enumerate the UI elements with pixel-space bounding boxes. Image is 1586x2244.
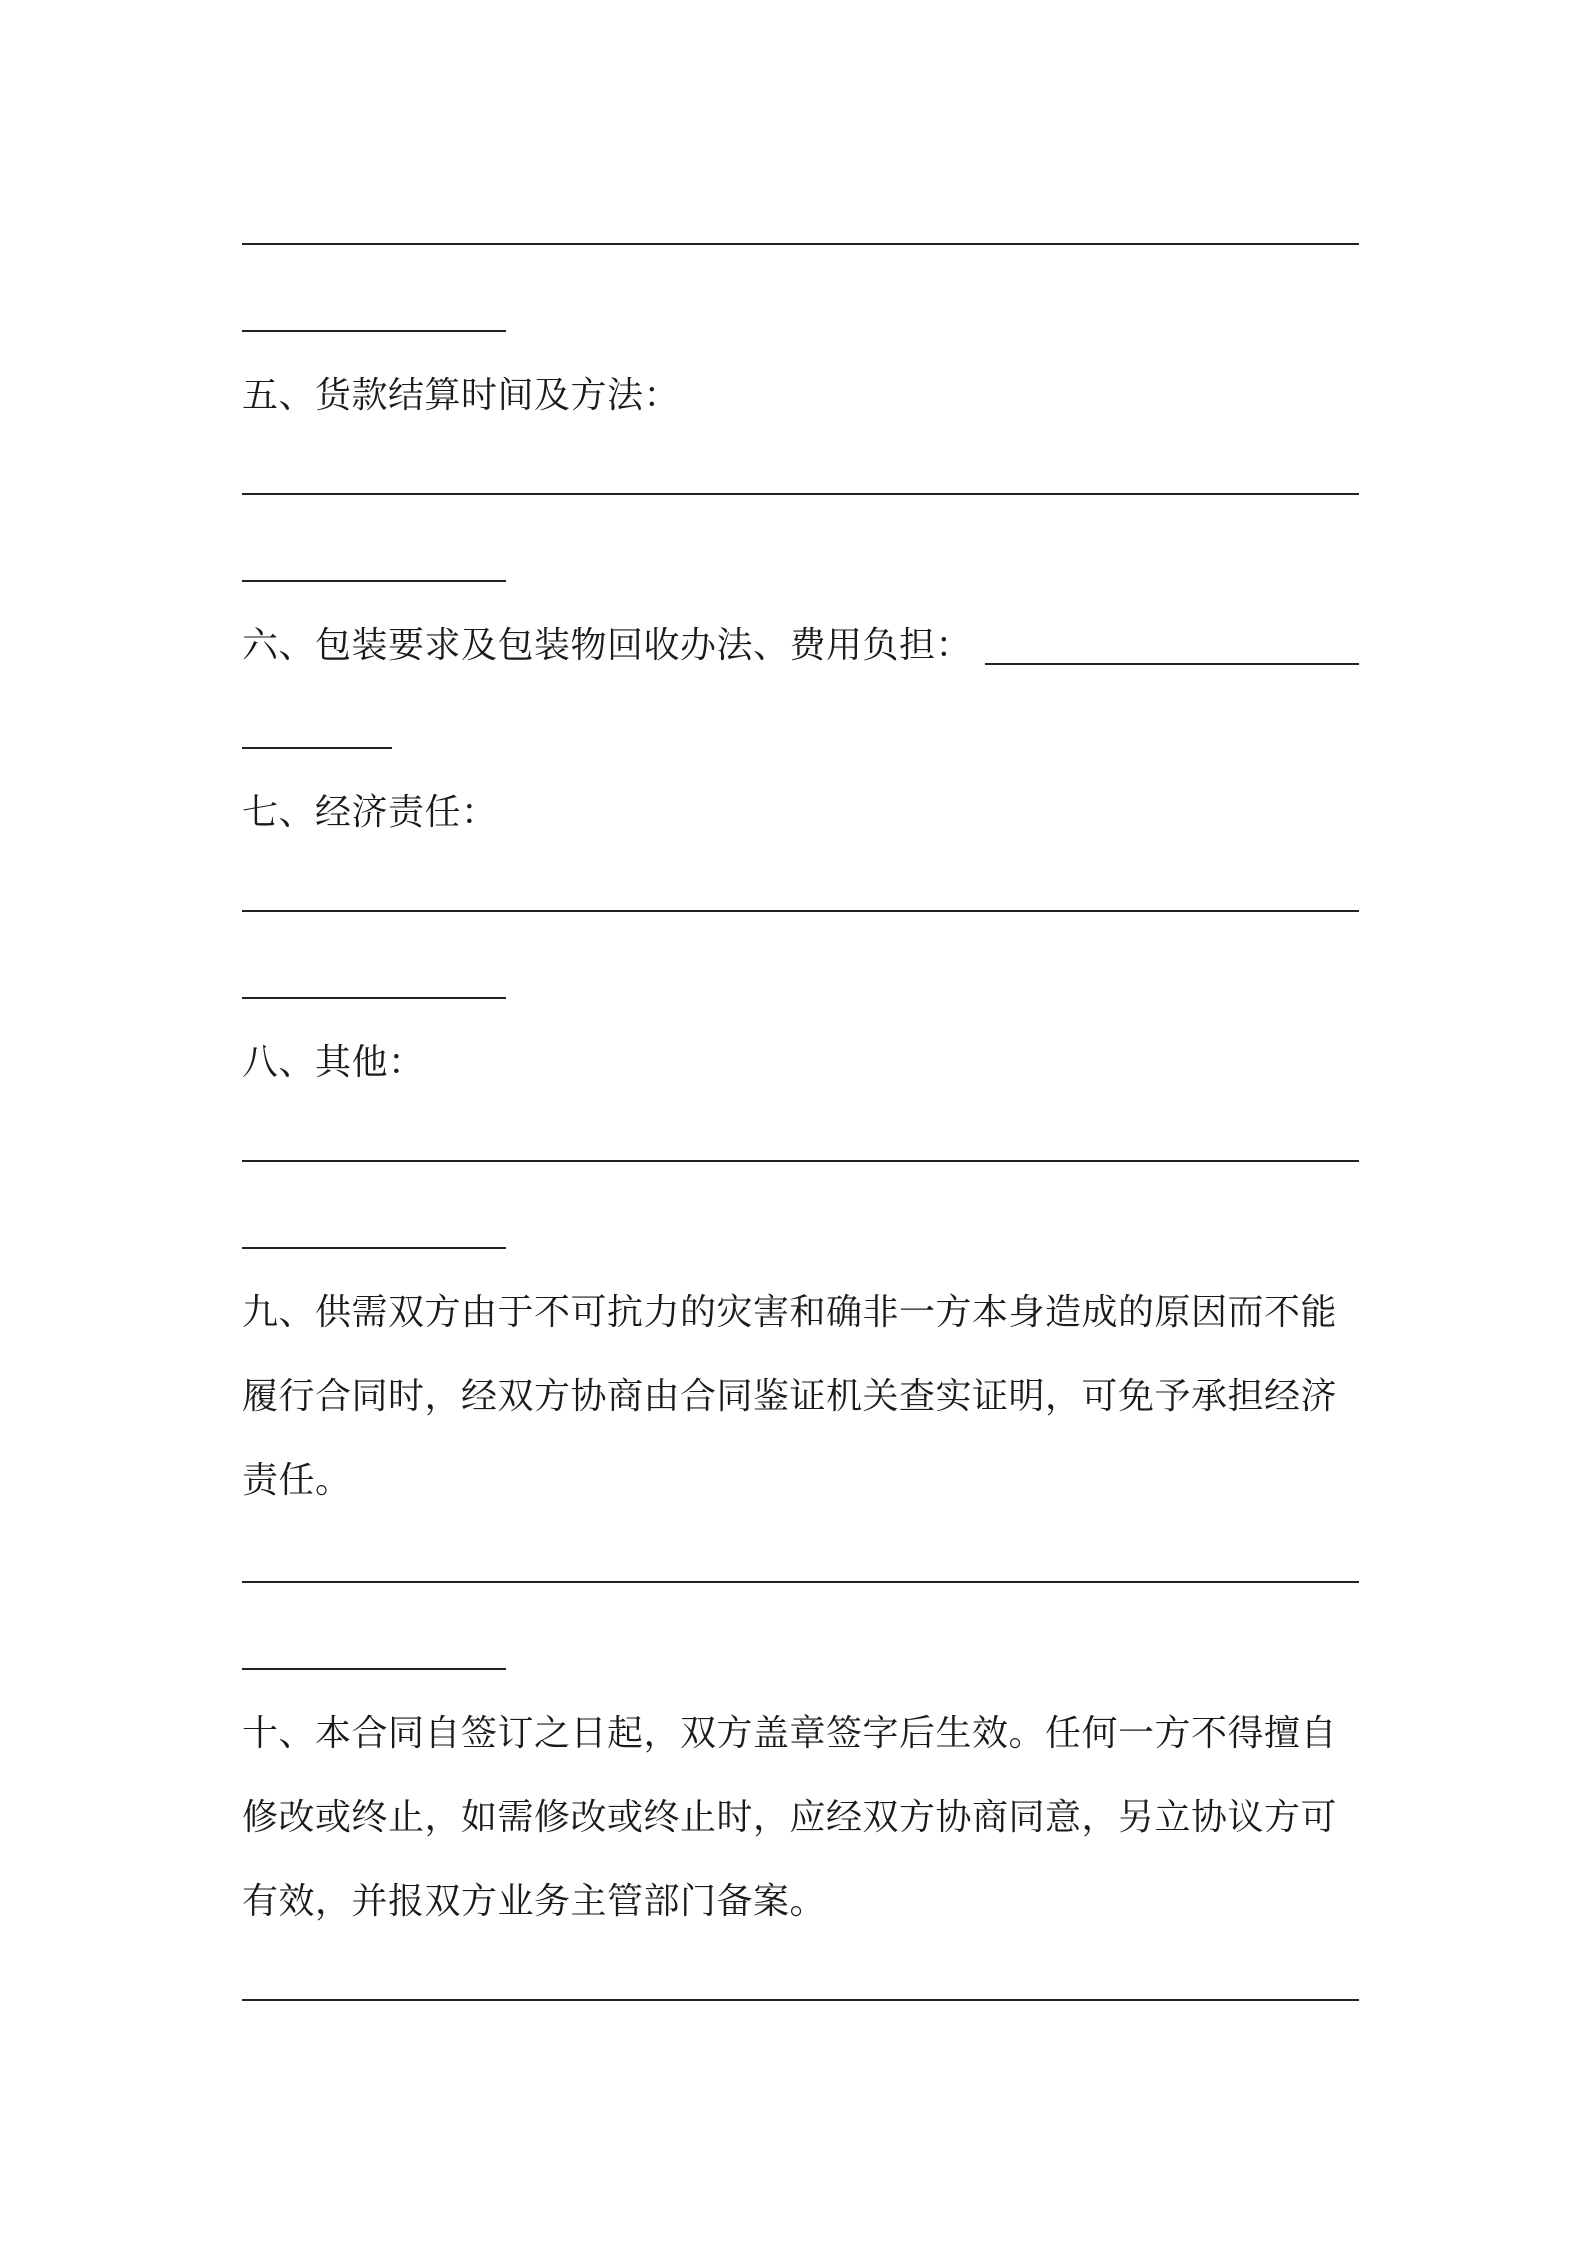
blank-fill-line <box>242 997 506 999</box>
blank-fill-line <box>242 580 506 582</box>
blank-fill-line <box>242 910 1359 912</box>
blank-fill-line <box>242 493 1359 495</box>
section-10-paragraph <box>242 1692 1362 1944</box>
section-7-heading: 七、经济责任： <box>242 792 498 833</box>
blank-fill-line <box>242 1999 1359 2001</box>
section-5-heading: 五、货款结算时间及方法： <box>242 375 681 416</box>
blank-fill-line <box>242 1581 1359 1583</box>
section-10-line: 十、本合同自签订之日起，双方盖章签字后生效。任何一方不得擅自 <box>242 1713 1338 1754</box>
blank-fill-line <box>242 1668 506 1670</box>
section-9-line: 九、供需双方由于不可抗力的灾害和确非一方本身造成的原因而不能 <box>242 1292 1338 1333</box>
blank-fill-line <box>242 1247 506 1249</box>
blank-fill-line <box>985 663 1359 665</box>
section-10-line: 修改或终止，如需修改或终止时，应经双方协商同意，另立协议方可 <box>242 1797 1338 1838</box>
section-8-heading: 八、其他： <box>242 1042 425 1083</box>
blank-fill-line <box>242 243 1359 245</box>
section-6-heading: 六、包装要求及包装物回收办法、费用负担： <box>242 625 973 666</box>
section-9-line: 履行合同时，经双方协商由合同鉴证机关查实证明，可免予承担经济 <box>242 1376 1338 1417</box>
blank-fill-line <box>242 747 392 749</box>
section-9-paragraph <box>242 1271 1362 1523</box>
blank-fill-line <box>242 330 506 332</box>
blank-fill-line <box>242 1160 1359 1162</box>
section-10-line: 有效，并报双方业务主管部门备案。 <box>242 1881 827 1922</box>
section-9-line: 责任。 <box>242 1460 352 1501</box>
